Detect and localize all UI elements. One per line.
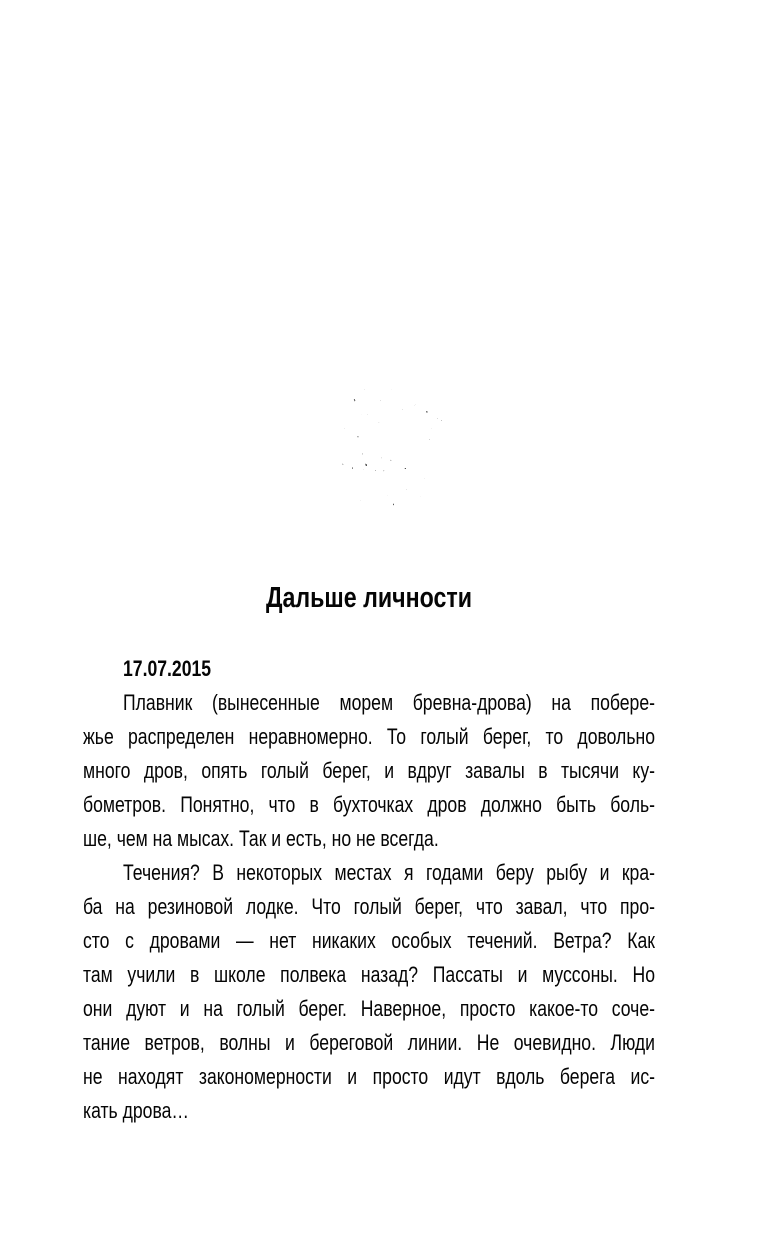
chapter-title-container (83, 581, 655, 615)
text-column (83, 652, 655, 1128)
text-line: тание ветров, волны и береговой линии. Не очевидно. Люди (83, 1030, 655, 1055)
text-line: не находят закономерности и просто идут вдоль берега ис- (83, 1064, 655, 1089)
text-line: там учили в школе полвека назад? Пассаты и муссоны. Но (83, 962, 655, 987)
text-line: ше, чем на мысах. Так и есть, но не всегда. (83, 826, 439, 851)
paragraph (83, 686, 655, 856)
text-line: много дров, опять голый берег, и вдруг завалы в тысячи ку- (83, 758, 655, 783)
sun-spiral-stamp-icon (314, 374, 454, 514)
text-line: Течения? В некоторых местах я годами беру рыбу и кра- (123, 860, 655, 885)
text-line: они дуют и на голый берег. Наверное, просто какое-то соче- (83, 996, 655, 1021)
paragraph (83, 856, 655, 1128)
text-block (83, 652, 655, 1128)
chapter-title: Дальше личности (266, 582, 472, 614)
text-line: Плавник (вынесенные морем бревна-дрова) на побере- (123, 690, 655, 715)
entry-date: 17.07.2015 (123, 656, 212, 681)
text-line: жье распределен неравномерно. То голый берег, то довольно (83, 724, 655, 749)
text-line: сто с дровами — нет никаких особых течений. Ветра? Как (83, 928, 655, 953)
text-line: кать дрова… (83, 1098, 189, 1123)
ornament-container (0, 374, 768, 514)
text-line: ба на резиновой лодке. Что голый берег, что завал, что про- (83, 894, 655, 919)
text-line: бометров. Понятно, что в бухточках дров должно быть боль- (83, 792, 655, 817)
